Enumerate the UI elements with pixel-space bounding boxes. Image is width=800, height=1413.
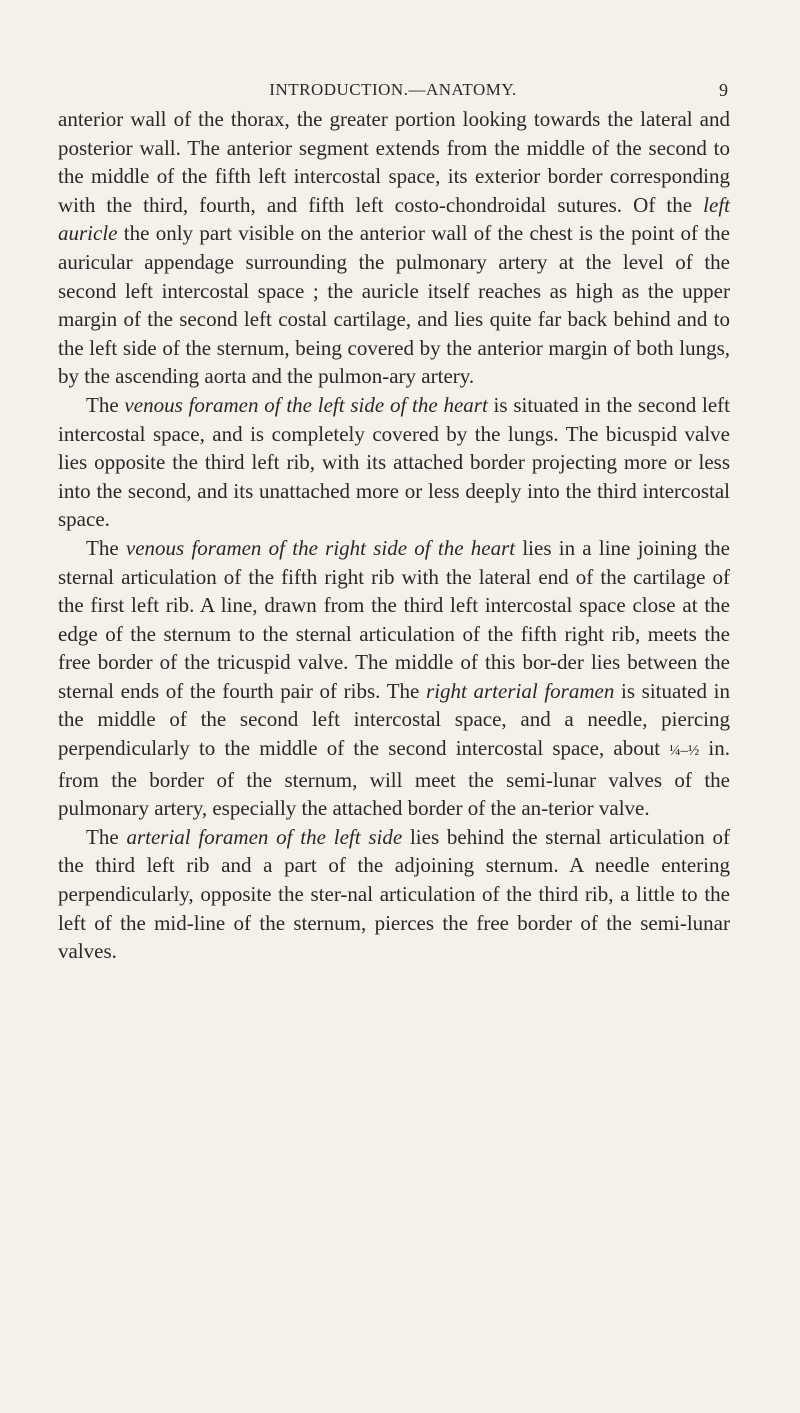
term-left-arterial-foramen: arterial foramen of the left side [126,824,403,849]
body-text [58,105,730,966]
paragraph-3-text-b: lies in a line joining the sternal articulation of the fifth right rib with the lateral end of the cartilage of the first left rib. A line, drawn from the third left intercostal space close at the edge of the sternum to the sternal articulation of the fifth right rib, meets the free border of the tricuspid valve. The middle of this bor-der lies between the sternal ends of the fourth pair of ribs. The [58,535,730,703]
term-left-auricle: left auricle [58,192,730,246]
paragraph-1-text-a: anterior wall of the thorax, the greater portion looking towards the lateral and posterior wall. The anterior segment extends from the middle of the second to the middle of the fifth left intercostal space, its exterior border corresponding with the third, fourth, and fifth left costo-chondroidal sutures. Of the [58,107,730,217]
paragraph-2-text-a: The [86,392,125,417]
page-number: 9 [719,80,728,100]
term-right-venous-foramen: venous foramen of the right side of the heart [125,535,516,560]
paragraph-4 [58,823,730,966]
paragraph-4-text-a: The [86,824,127,849]
running-head: INTRODUCTION.—ANATOMY. [269,80,517,99]
fraction: ¼–½ [669,743,700,760]
paragraph-3-text-a: The [86,535,126,560]
paragraph-2 [58,391,730,534]
paragraph-1 [58,105,730,391]
paragraph-4-text-b: lies behind the sternal articulation of the third left rib and a part of the adjoining sternum. A needle entering perpendicularly, opposite the ster-nal articulation of the third rib, a little to the left of the mid-line of the sternum, pierces the free border of the semi-lunar valves. [58,824,730,964]
term-left-venous-foramen: venous foramen of the left side of the heart [124,392,488,417]
paragraph-1-text-b: the only part visible on the anterior wall of the chest is the point of the auricular appendage surrounding the pulmonary artery at the level of the second left intercostal space ; the auricle itself reaches as high as the upper margin of the second left costal cartilage, and lies quite far back behind and to the left side of the sternum, being covered by the anterior margin of both lungs, by the ascending aorta and the pulmon-ary artery. [58,221,730,389]
paragraph-3-text-c: is situated in the middle of the second left intercostal space, and a needle, piercing perpendicularly to the middle of the second intercostal space, about [58,678,730,761]
page-header [58,80,728,108]
paragraph-3 [58,534,730,823]
term-right-arterial-foramen: right arterial foramen [426,678,615,703]
paragraph-3-text-d: in. from the border of the sternum, will meet the semi-lunar valves of the pulmonary artery, especially the attached border of the an-terior valve. [58,736,730,821]
paragraph-2-text-b: is situated in the second left intercostal space, and is completely covered by the lungs. The bicuspid valve lies opposite the third left rib, with its attached border projecting more or less into the second, and its unattached more or less deeply into the third intercostal space. [58,392,730,532]
